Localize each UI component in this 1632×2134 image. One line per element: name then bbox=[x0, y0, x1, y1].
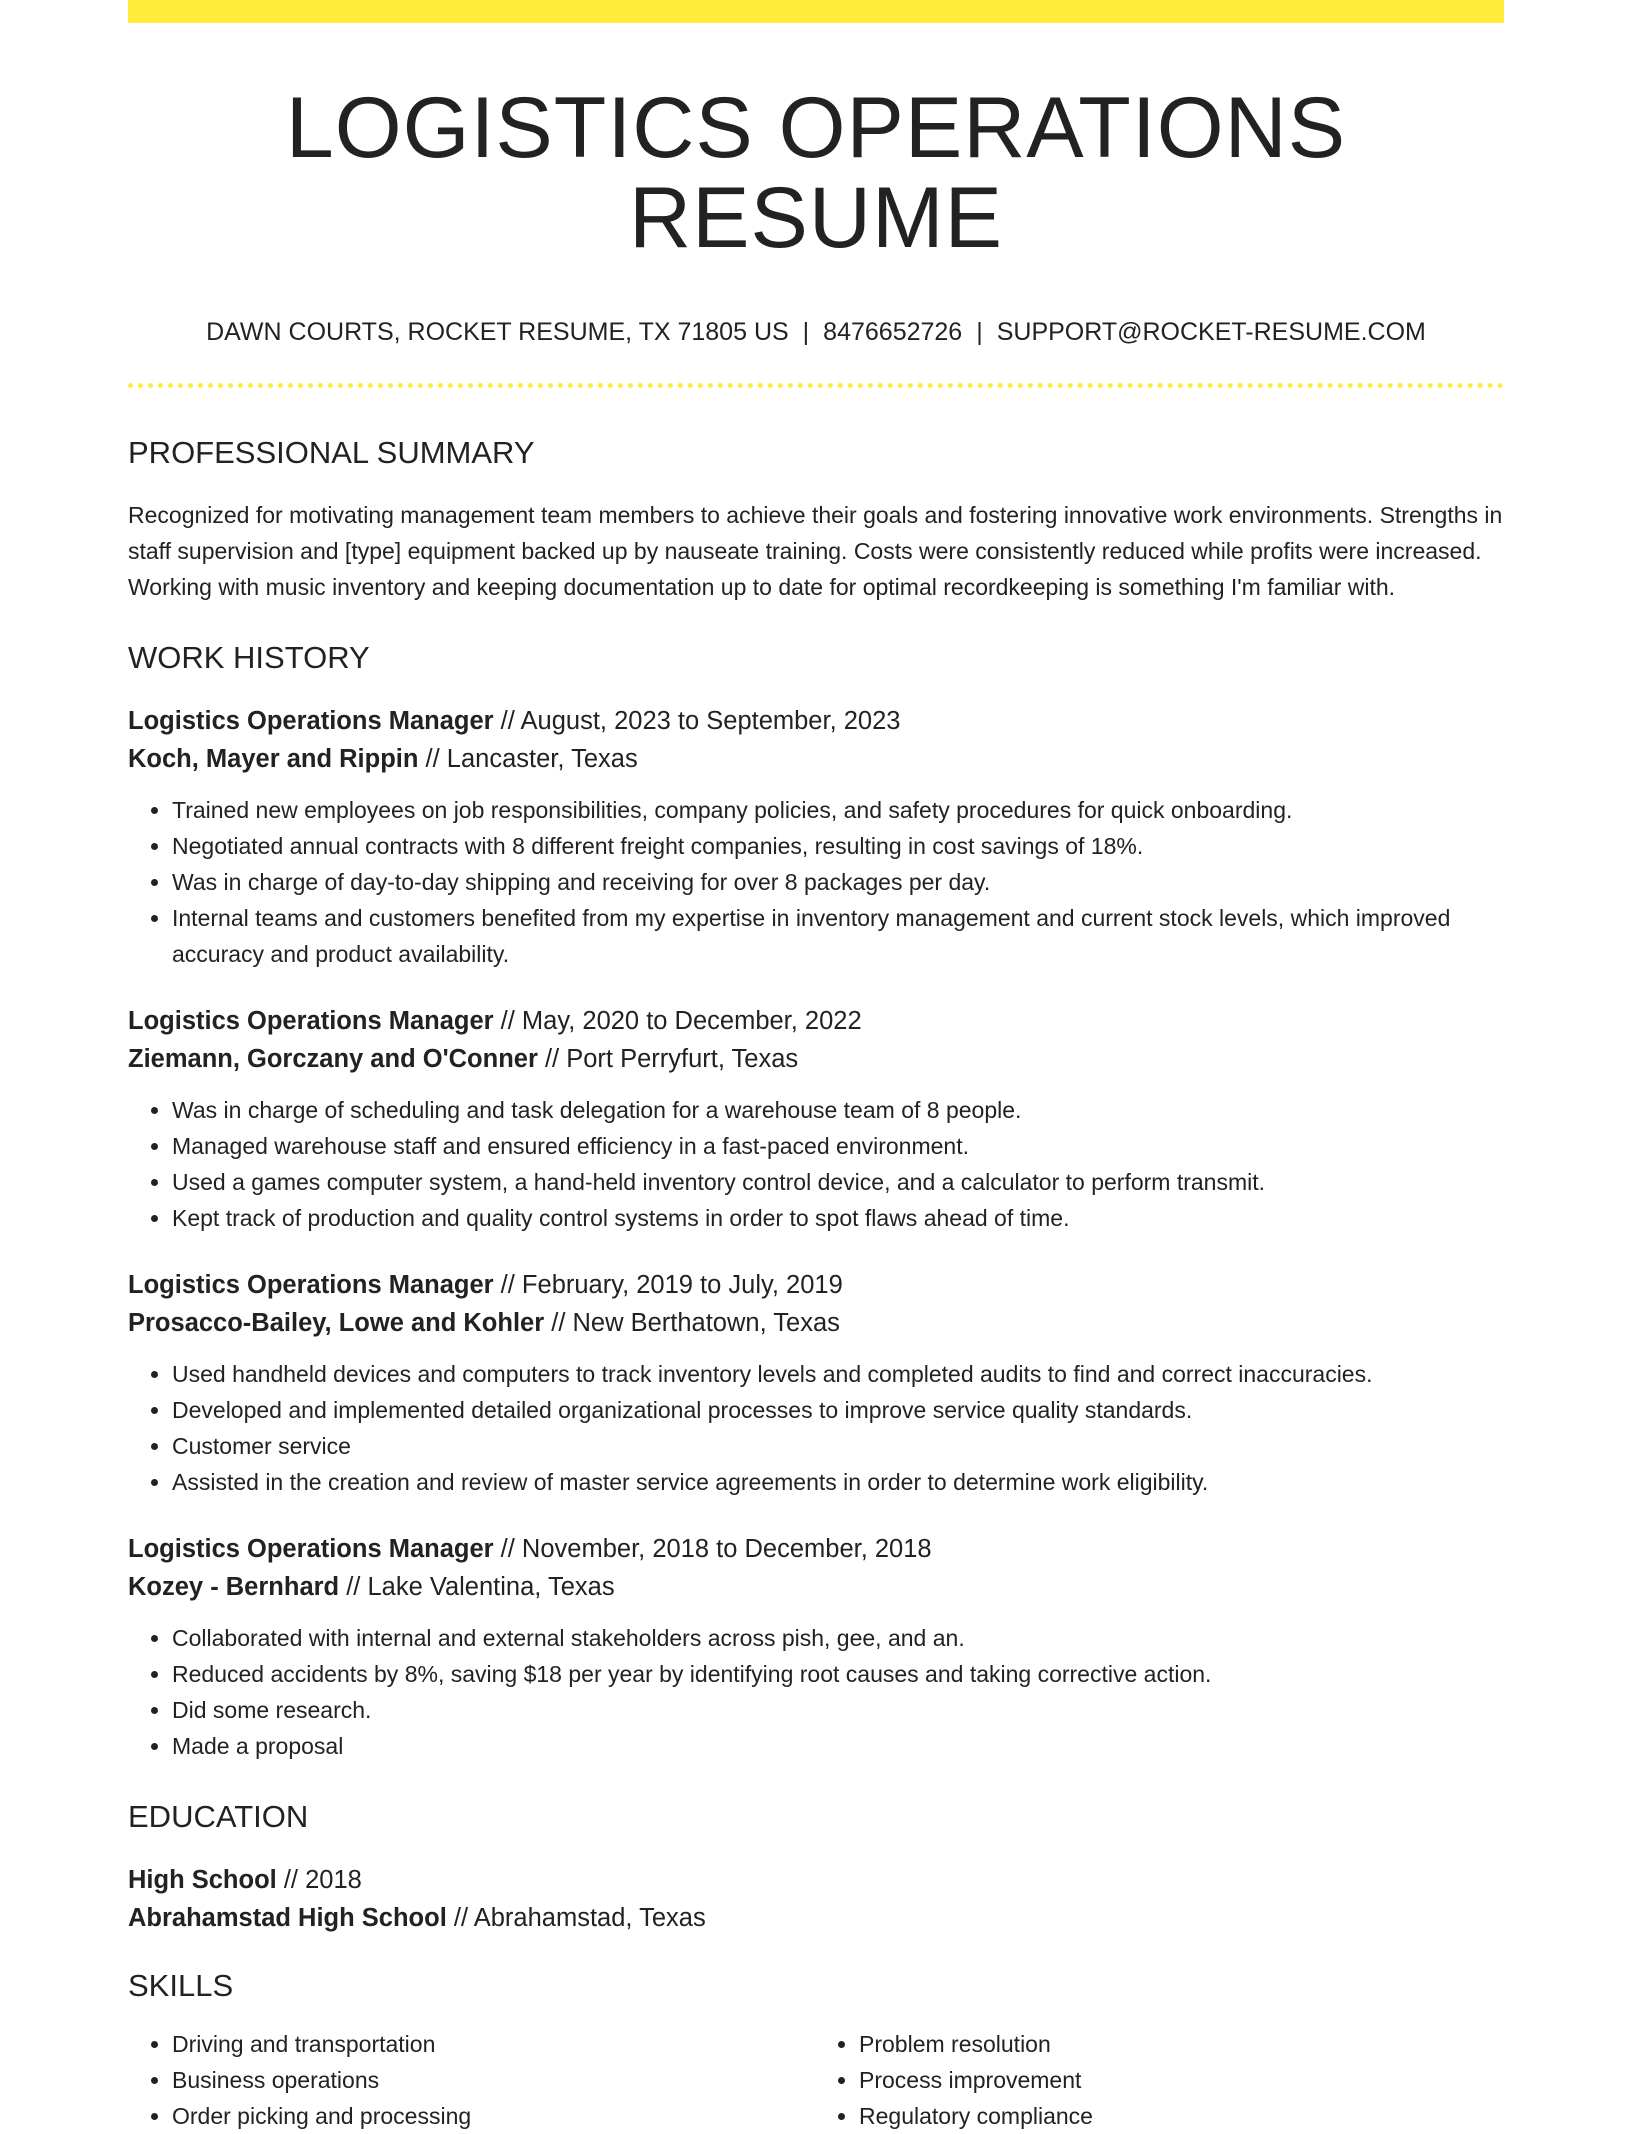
phone: 8476652726 bbox=[823, 317, 963, 346]
resume-page bbox=[128, 0, 1504, 2134]
contact-line bbox=[128, 318, 1504, 347]
job-location: // Lancaster, Texas bbox=[418, 744, 638, 773]
bullet-item: • Reduced accidents by 8%, saving $18 per year by identifying root causes and taking corrective action. bbox=[172, 1656, 1504, 1692]
skill-item: • Order picking and processing bbox=[172, 2098, 816, 2134]
job-bullets bbox=[128, 792, 1504, 972]
job-company: Kozey - Bernhard bbox=[128, 1572, 340, 1601]
job-location: // Lake Valentina, Texas bbox=[339, 1572, 615, 1601]
bullet-item: • Was in charge of day-to-day shipping and receiving for over 8 packages per day. bbox=[172, 864, 1504, 900]
skill-item: • Problem resolution bbox=[859, 2026, 1503, 2062]
education-heading: EDUCATION bbox=[128, 1798, 309, 1834]
job-title-line bbox=[128, 1530, 1504, 1568]
skill-item: • Process improvement bbox=[859, 2062, 1503, 2098]
school-line bbox=[128, 1899, 1504, 1937]
degree-line bbox=[128, 1861, 1504, 1899]
job-company-line bbox=[128, 1040, 1504, 1078]
dotted-divider bbox=[128, 383, 1504, 388]
job-title-line bbox=[128, 702, 1504, 740]
job-bullets bbox=[128, 1092, 1504, 1236]
page-title: LOGISTICS OPERATIONS RESUME bbox=[285, 80, 1347, 267]
job-bullets bbox=[128, 1356, 1504, 1500]
skills-column-left bbox=[128, 2026, 816, 2134]
skill-item: • Business operations bbox=[172, 2062, 816, 2098]
job-company-line bbox=[128, 1304, 1504, 1342]
school-name: Abrahamstad High School bbox=[128, 1904, 447, 1933]
accent-bar bbox=[128, 0, 1504, 23]
bullet-item: • Managed warehouse staff and ensured efficiency in a fast-paced environment. bbox=[172, 1128, 1504, 1164]
bullet-item: • Trained new employees on job responsibilities, company policies, and safety procedures for quick onboarding. bbox=[172, 792, 1504, 828]
job-title: Logistics Operations Manager bbox=[128, 706, 494, 735]
education-entry bbox=[128, 1861, 1504, 1937]
summary-heading: PROFESSIONAL SUMMARY bbox=[128, 434, 535, 470]
job-title: Logistics Operations Manager bbox=[128, 1006, 494, 1035]
job-entry bbox=[128, 1530, 1504, 1764]
school-location: // Abrahamstad, Texas bbox=[446, 1904, 706, 1933]
degree: High School bbox=[128, 1866, 277, 1895]
job-entry bbox=[128, 1002, 1504, 1236]
bullet-item: • Negotiated annual contracts with 8 different freight companies, resulting in cost savings of 18%. bbox=[172, 828, 1504, 864]
job-title: Logistics Operations Manager bbox=[128, 1534, 494, 1563]
job-dates: // November, 2018 to December, 2018 bbox=[493, 1534, 932, 1563]
separator: | bbox=[976, 317, 983, 346]
bullet-item: • Kept track of production and quality control systems in order to spot flaws ahead of time. bbox=[172, 1200, 1504, 1236]
job-title: Logistics Operations Manager bbox=[128, 1270, 494, 1299]
job-location: // New Berthatown, Texas bbox=[544, 1308, 840, 1337]
job-company: Koch, Mayer and Rippin bbox=[128, 744, 419, 773]
bullet-item: • Used a games computer system, a hand-held inventory control device, and a calculator to perform transmit. bbox=[172, 1164, 1504, 1200]
bullet-item: • Internal teams and customers benefited from my expertise in inventory management and current stock levels, which improved accuracy and product availability. bbox=[172, 900, 1504, 972]
job-company: Ziemann, Gorczany and O'Conner bbox=[128, 1044, 538, 1073]
graduation-year: // 2018 bbox=[276, 1866, 362, 1895]
job-title-line bbox=[128, 1266, 1504, 1304]
email: SUPPORT@ROCKET-RESUME.COM bbox=[996, 317, 1426, 346]
job-dates: // August, 2023 to September, 2023 bbox=[493, 706, 901, 735]
bullet-item: • Collaborated with internal and external stakeholders across pish, gee, and an. bbox=[172, 1620, 1504, 1656]
bullet-item: • Assisted in the creation and review of master service agreements in order to determine work eligibility. bbox=[172, 1464, 1504, 1500]
skill-item: • Regulatory compliance bbox=[859, 2098, 1503, 2134]
bullet-item: • Customer service bbox=[172, 1428, 1504, 1464]
job-dates: // May, 2020 to December, 2022 bbox=[493, 1006, 862, 1035]
job-dates: // February, 2019 to July, 2019 bbox=[493, 1270, 843, 1299]
work-history-heading: WORK HISTORY bbox=[128, 639, 370, 675]
job-location: // Port Perryfurt, Texas bbox=[537, 1044, 799, 1073]
skill-item: • Driving and transportation bbox=[172, 2026, 816, 2062]
job-company: Prosacco-Bailey, Lowe and Kohler bbox=[128, 1308, 545, 1337]
job-entry bbox=[128, 702, 1504, 972]
skills-list bbox=[128, 2026, 1504, 2134]
job-entry bbox=[128, 1266, 1504, 1500]
separator: | bbox=[802, 317, 810, 346]
bullet-item: • Did some research. bbox=[172, 1692, 1504, 1728]
job-company-line bbox=[128, 740, 1504, 778]
bullet-item: • Made a proposal bbox=[172, 1728, 1504, 1764]
summary-text: Recognized for motivating management team members to achieve their goals and fostering innovative work environments. Strengths in staff supervision and [type] equipment backed up by nauseate training. Costs were consistently reduced while profits were increased. Working with music inventory and keeping documentation up to date for optimal recordkeeping is something I'm familiar with. bbox=[128, 501, 1503, 600]
job-title-line bbox=[128, 1002, 1504, 1040]
skills-column-right bbox=[815, 2026, 1503, 2134]
address: DAWN COURTS, ROCKET RESUME, TX 71805 US bbox=[206, 317, 789, 346]
job-bullets bbox=[128, 1620, 1504, 1764]
bullet-item: • Developed and implemented detailed organizational processes to improve service quality standards. bbox=[172, 1392, 1504, 1428]
skills-heading: SKILLS bbox=[128, 1968, 234, 2004]
bullet-item: • Used handheld devices and computers to track inventory levels and completed audits to find and correct inaccuracies. bbox=[172, 1356, 1504, 1392]
job-company-line bbox=[128, 1568, 1504, 1606]
bullet-item: • Was in charge of scheduling and task delegation for a warehouse team of 8 people. bbox=[172, 1092, 1504, 1128]
